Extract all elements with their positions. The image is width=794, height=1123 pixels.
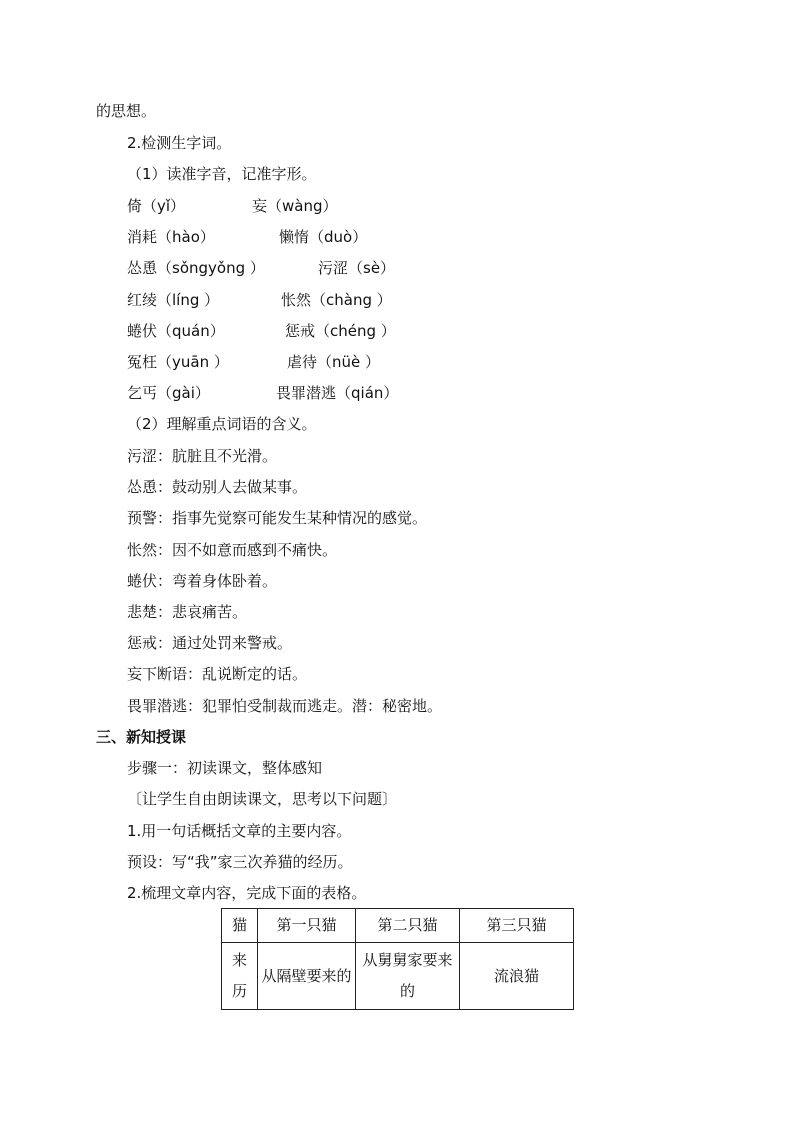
definition-line: 妄下断语：乱说断定的话。 xyxy=(127,665,308,683)
table-cell: 流浪猫 xyxy=(460,943,574,1010)
definition-line: 蜷伏：弯着身体卧着。 xyxy=(127,572,278,590)
table-cell xyxy=(258,943,356,1010)
table-row xyxy=(222,943,574,1010)
definition-line: 惩戒：通过处罚来警戒。 xyxy=(127,634,293,652)
subsection-heading: （1）读准字音，记准字形。 xyxy=(127,165,317,183)
table-cell: 第一只猫 xyxy=(258,909,356,943)
table-cell xyxy=(356,943,460,1010)
vocab-item: 怅然（chàng ） xyxy=(281,291,392,309)
definition-line: 怂恿：鼓动别人去做某事。 xyxy=(127,478,308,496)
cell-text: 来历 xyxy=(231,951,247,1000)
question-line: 1.用一句话概括文章的主要内容。 xyxy=(127,822,352,840)
table-cell: 第三只猫 xyxy=(460,909,574,943)
cell-text: 从舅舅家要来的 xyxy=(362,951,453,1000)
text-line: 的思想。 xyxy=(96,102,157,120)
definition-line: 预警：指事先觉察可能发生某种情况的感觉。 xyxy=(127,509,428,527)
vocab-item: 消耗（hào） xyxy=(127,228,215,246)
answer-line: 预设：写“我”家三次养猫的经历。 xyxy=(127,853,353,871)
vocab-item: 蜷伏（quán） xyxy=(127,322,225,340)
cat-table xyxy=(221,908,574,1010)
section-heading: 三、新知授课 xyxy=(96,728,187,746)
vocab-item: 懒惰（duò） xyxy=(279,228,368,246)
definition-line: 怅然：因不如意而感到不痛快。 xyxy=(127,541,338,559)
cell-text: 从隔壁要来的 xyxy=(261,966,352,985)
section-heading: 2.检测生字词。 xyxy=(127,134,232,152)
vocab-item: 畏罪潜逃（qián） xyxy=(276,384,399,402)
vocab-item: 乞丐（gài） xyxy=(127,384,210,402)
table-cell: 猫 xyxy=(222,909,258,943)
vocab-item: 红绫（líng ） xyxy=(127,291,220,309)
vocab-item: 妄（wàng） xyxy=(252,197,338,215)
vocab-item: 倚（yǐ） xyxy=(127,197,186,215)
definition-line: 畏罪潜逃：犯罪怕受制裁而逃走。潜：秘密地。 xyxy=(127,697,443,715)
question-line: 2.梳理文章内容，完成下面的表格。 xyxy=(127,884,367,902)
table-header-row xyxy=(222,909,574,943)
vocab-item: 冤枉（yuān ） xyxy=(127,353,229,371)
vocab-item: 虐待（nüè ） xyxy=(287,353,381,371)
definition-line: 悲楚：悲哀痛苦。 xyxy=(127,603,248,621)
instruction-line: 〔让学生自由朗读课文，思考以下问题〕 xyxy=(127,790,398,808)
step-heading: 步骤一：初读课文，整体感知 xyxy=(127,759,323,777)
definition-line: 污涩：肮脏且不光滑。 xyxy=(127,447,278,465)
table-cell xyxy=(222,943,258,1010)
vocab-item: 污涩（sè） xyxy=(318,259,396,277)
subsection-heading: （2）理解重点词语的含义。 xyxy=(127,415,317,433)
vocab-item: 怂恿（sǒngyǒng ） xyxy=(127,259,265,277)
vocab-item: 惩戒（chéng ） xyxy=(285,322,396,340)
table-cell: 第二只猫 xyxy=(356,909,460,943)
